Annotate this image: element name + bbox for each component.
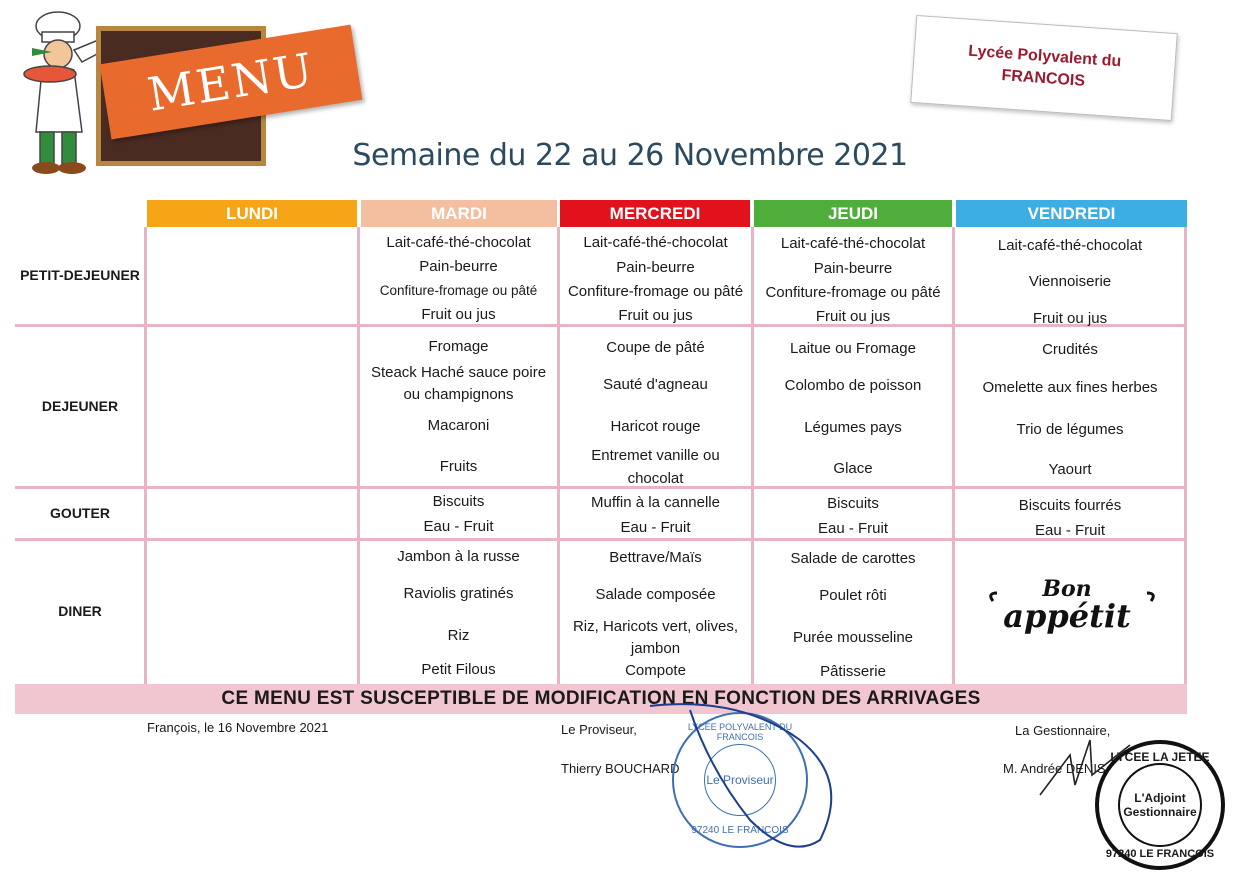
cell-gouter-jeudi [754, 489, 952, 538]
header-vendredi: VENDREDI [956, 200, 1187, 227]
gestionnaire-title: La Gestionnaire, [1015, 723, 1111, 738]
cell-gouter-vendredi [955, 489, 1185, 538]
menu-item: Riz [447, 627, 470, 644]
week-title: Semaine du 22 au 26 Novembre 2021 [352, 138, 908, 173]
menu-item: Bettrave/Maïs [609, 549, 702, 566]
cell-dej-vendredi [955, 327, 1185, 486]
menu-item: Viennoiserie [1028, 273, 1112, 290]
stamp-ring-bottom: 97240 LE FRANCOIS [691, 825, 789, 836]
menu-item: Confiture-fromage ou pâté [765, 284, 941, 301]
gestionnaire-signature [1030, 735, 1140, 805]
menu-item: jambon [630, 640, 681, 657]
menu-item: Eau - Fruit [423, 518, 494, 535]
menu-item: Fruit ou jus [618, 307, 693, 324]
proviseur-title: Le Proviseur, [561, 722, 637, 737]
menu-item: Riz, Haricots vert, olives, [572, 618, 739, 635]
school-label [910, 15, 1178, 121]
menu-item: Lait-café-thé-chocolat [997, 237, 1143, 254]
menu-item: Salade de carottes [790, 550, 916, 567]
menu-item: Pain-beurre [616, 259, 695, 276]
menu-table [15, 200, 1187, 684]
menu-item: Légumes pays [804, 419, 902, 436]
proviseur-name: Thierry BOUCHARD [561, 761, 680, 776]
menu-item: Colombo de poisson [784, 377, 922, 394]
gestionnaire-name: M. Andrée DENIS [1003, 761, 1106, 776]
row-label-petit-dejeuner: PETIT-DEJEUNER [20, 267, 140, 283]
cell-pdj-mercredi [560, 227, 751, 324]
menu-item: Fromage [428, 338, 489, 355]
menu-item: Fruit ou jus [421, 306, 496, 323]
stamp-center: Le Proviseur [704, 744, 776, 816]
cell-pdj-mardi [360, 227, 557, 324]
menu-item: Eau - Fruit [620, 519, 691, 536]
menu-item: Salade composée [595, 586, 716, 603]
row-label-dejeuner: DEJEUNER [41, 398, 119, 414]
cell-pdj-vendredi [955, 227, 1185, 327]
row-label-diner: DINER [58, 603, 102, 619]
header-mercredi: MERCREDI [560, 200, 750, 227]
header-lundi: LUNDI [147, 200, 357, 227]
stamp2-center-line2: Gestionnaire [1123, 805, 1197, 819]
menu-item: Petit Filous [421, 661, 496, 678]
cell-diner-mardi [360, 541, 557, 684]
menu-item: Eau - Fruit [817, 520, 889, 537]
menu-item: Lait-café-thé-chocolat [386, 234, 531, 251]
menu-item: Macaroni [427, 417, 490, 434]
cell-diner-mercredi [560, 541, 751, 684]
header-jeudi: JEUDI [754, 200, 952, 227]
cell-pdj-jeudi [754, 227, 952, 324]
menu-item: Lait-café-thé-chocolat [583, 234, 728, 251]
header-mardi: MARDI [361, 200, 557, 227]
notice-banner: CE MENU EST SUSCEPTIBLE DE MODIFICATION EN FONCTION DES ARRIVAGES [15, 684, 1187, 714]
stamp2-center-line1: L'Adjoint [1134, 791, 1186, 805]
menu-item: Biscuits [432, 493, 485, 510]
menu-item: Eau - Fruit [1034, 522, 1106, 539]
menu-item: Sauté d'agneau [603, 376, 708, 393]
stamp2-top: LYCEE LA JETEE [1110, 750, 1210, 764]
menu-item: Jambon à la russe [397, 548, 520, 565]
bon-appetit-art [955, 541, 1185, 684]
menu-item: Lait-café-thé-chocolat [780, 235, 926, 252]
menu-item: Haricot rouge [610, 418, 701, 435]
menu-item: Confiture-fromage ou pâté [379, 283, 538, 298]
cell-gouter-mardi [360, 489, 557, 538]
cell-diner-vendredi [955, 541, 1185, 684]
menu-item: Steack Haché sauce poire [370, 364, 547, 381]
proviseur-signature [630, 700, 850, 860]
menu-item: ou champignons [403, 386, 514, 403]
menu-item: Pâtisserie [820, 663, 886, 680]
menu-item: Biscuits [827, 495, 879, 512]
place-date: François, le 16 Novembre 2021 [147, 720, 329, 735]
menu-item: Pain-beurre [419, 258, 498, 275]
row-label-gouter: GOUTER [50, 505, 110, 521]
menu-item: Fruit ou jus [815, 308, 891, 325]
menu-item: chocolat [627, 470, 684, 487]
cell-gouter-mercredi [560, 489, 751, 538]
bon-appetit-line1: Bon [1042, 576, 1092, 602]
menu-item: Laitue ou Fromage [790, 340, 916, 357]
menu-item: Purée mousseline [792, 629, 914, 646]
menu-item: Muffin à la cannelle [591, 494, 720, 511]
menu-item: Glace [833, 460, 873, 477]
menu-item: Fruit ou jus [1032, 310, 1108, 327]
menu-item: Compote [625, 662, 686, 679]
menu-item: Fruits [439, 458, 478, 475]
menu-item: Pain-beurre [813, 260, 893, 277]
menu-label: MENU [143, 42, 319, 122]
menu-item: Confiture-fromage ou pâté [567, 283, 744, 300]
stamp2-bottom: 97240 LE FRANCOIS [1105, 848, 1215, 860]
school-line2: FRANCOIS [1000, 67, 1086, 90]
cell-dej-mercredi [560, 327, 751, 486]
menu-item: Poulet rôti [819, 587, 887, 604]
cell-dej-jeudi [754, 327, 952, 486]
menu-item: Biscuits fourrés [1018, 497, 1122, 514]
cell-diner-jeudi [754, 541, 952, 684]
menu-item: Entremet vanille ou [591, 447, 720, 464]
menu-item: Trio de légumes [1016, 421, 1124, 438]
bon-appetit-line2: appétit [1003, 597, 1131, 635]
menu-item: Omelette aux fines herbes [982, 379, 1158, 396]
menu-item: Raviolis gratinés [403, 585, 514, 602]
stamp-ring-top: LYCEE POLYVALENT DU FRANCOIS [687, 722, 793, 742]
menu-item: Crudités [1042, 341, 1098, 358]
menu-item: Yaourt [1048, 461, 1092, 478]
menu-item: Coupe de pâté [606, 339, 705, 356]
school-line1: Lycée Polyvalent du [967, 42, 1122, 71]
cell-dej-mardi [360, 327, 557, 486]
